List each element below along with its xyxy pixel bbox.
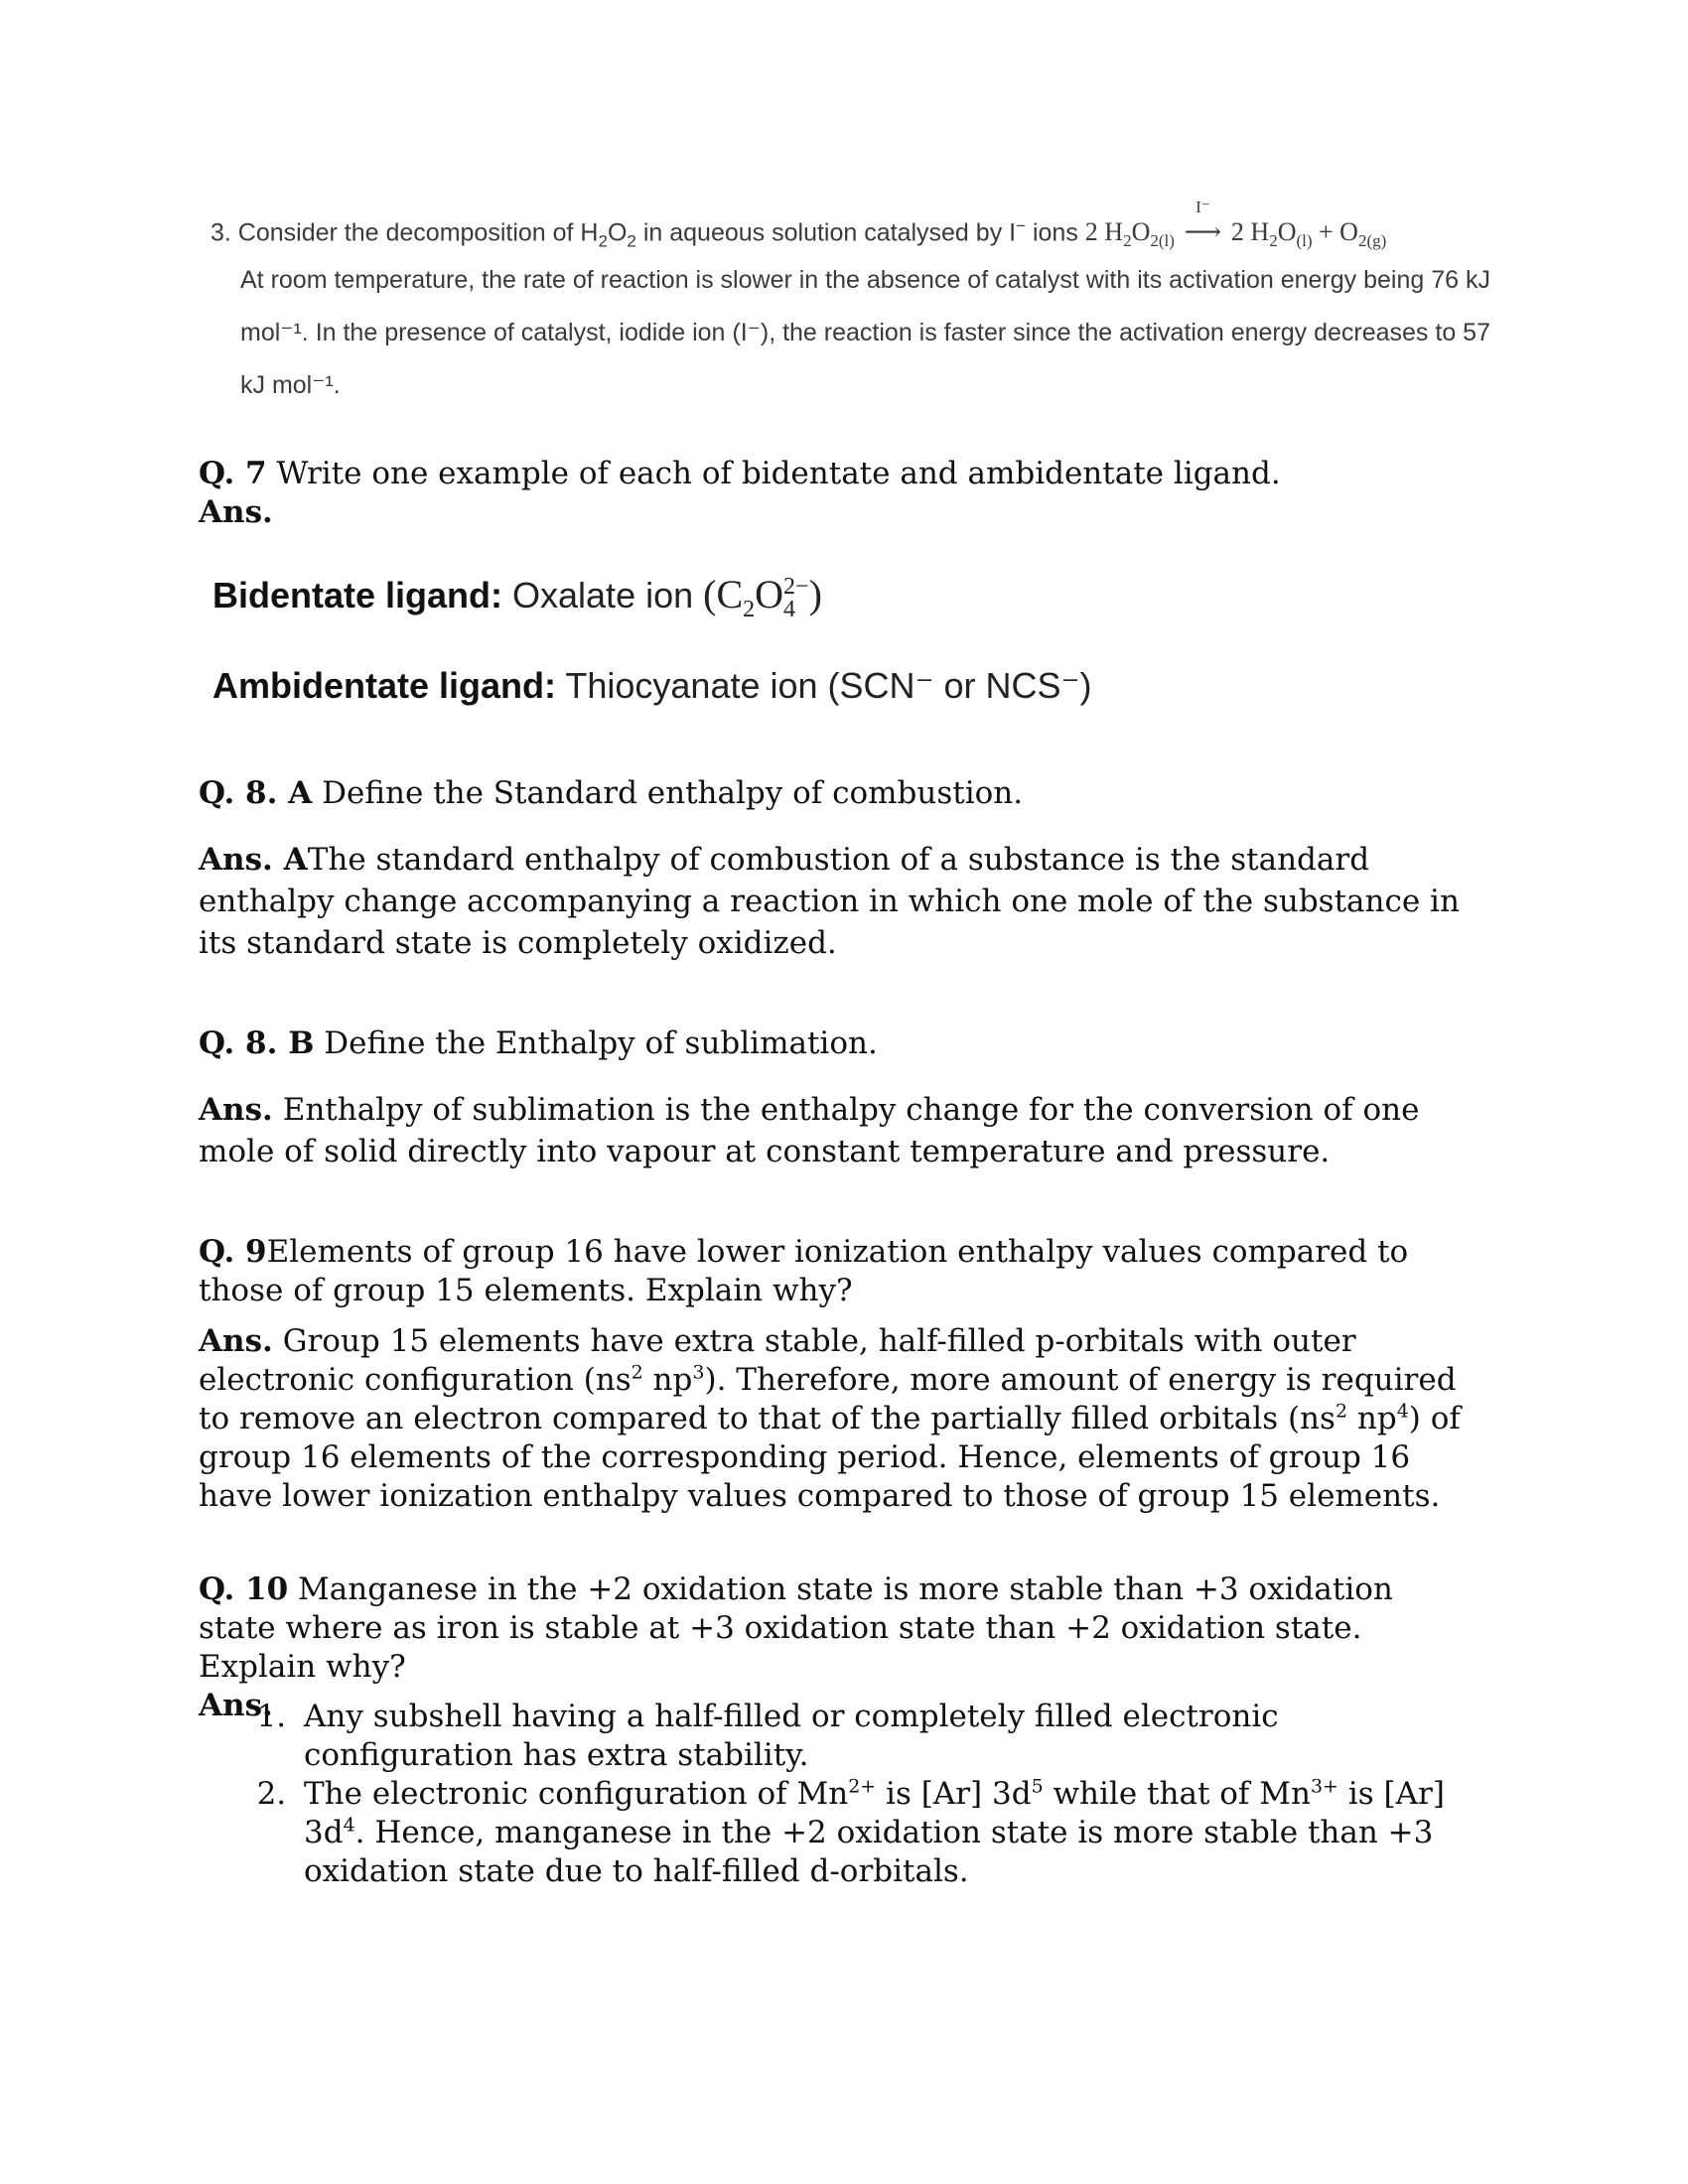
item-3-line-2: At room temperature, the rate of reaction is slower in the absence of catalyst with its activation energy being 76 kJ <box>240 266 1490 294</box>
answer-8a <box>199 839 1499 964</box>
question-text: Elements of group 16 have lower ionization enthalpy values compared to those of group 15 elements. Explain why? <box>199 1234 1409 1308</box>
answer-8b <box>199 1089 1489 1172</box>
question-8a <box>199 774 1509 813</box>
question-label: Q. 9 <box>199 1234 267 1270</box>
ambidentate-value: Thiocyanate ion (SCN⁻ or NCS⁻) <box>556 665 1092 706</box>
catalyst-label: I⁻ <box>1196 198 1210 217</box>
question-text: Define the Enthalpy of sublimation. <box>314 1025 878 1061</box>
decomposition-equation: 2 $H_2O_{2(l)}$ I⁻ ⟶ 2 $H_2O_{(l)} + O_{2(g)}$ <box>1084 198 1387 251</box>
question-text: Define the Standard enthalpy of combustion. <box>312 775 1024 811</box>
ambidentate-ligand-line <box>212 665 1092 707</box>
question-text: Manganese in the +2 oxidation state is more stable than +3 oxidation state where as iron is stable at +3 oxidation state than +2 oxidation state. Explain why? <box>199 1571 1393 1685</box>
ambidentate-label: Ambidentate ligand: <box>212 665 557 706</box>
item-3-line-1: 3. Consider the decomposition of $H_2O_2$ in aqueous solution catalysed by I− ions 2 $H_2O_{2(l)}$ I⁻ ⟶ 2 $H_2O_{(l)} + O_{2(g)}$ <box>211 198 1387 251</box>
question-text: Write one example of each of bidentate and ambidentate ligand. <box>266 456 1281 491</box>
item-3-line-3: mol⁻¹. In the presence of catalyst, iodide ion (I⁻), the reaction is faster since the activation energy decreases to 57 <box>240 319 1490 346</box>
answer-text: The standard enthalpy of combustion of a substance is the standard enthalpy change accompanying a reaction in which one mole of the substance in its standard state is completely oxidized. <box>199 842 1460 961</box>
answer-label: Ans. <box>199 1092 273 1128</box>
answer-label: Ans. <box>199 1323 273 1359</box>
question-7 <box>199 455 1509 532</box>
answer-label: Ans. A <box>199 842 308 878</box>
list-item: 1. Any subshell having a half-filled or completely filled electronic configuration has extra stability. <box>296 1698 1489 1775</box>
question-label: Q. 8. B <box>199 1025 315 1061</box>
answer-9: Ans. Group 15 elements have extra stable, half-filled p-orbitals with outer electronic configuration ($ns^2$ $np^3$). Therefore, more amount of energy is required to remove an electron compared to that of the partially filled orbitals ($ns^2$ $np^4$) of group 16 elements of the corresponding period. Hence, elements of group 16 have lower ionization enthalpy values compared to those of group 15 elements. <box>199 1323 1461 1514</box>
answer-text: Enthalpy of sublimation is the enthalpy change for the conversion of one mole of solid directly into vapour at constant temperature and pressure. <box>199 1092 1420 1169</box>
answer-points <box>199 1698 1489 1891</box>
bidentate-label: Bidentate ligand: <box>212 575 503 615</box>
question-label: Q. 8. A <box>199 775 313 811</box>
item-3-line-4: kJ mol⁻¹. <box>240 371 341 399</box>
list-item: 2. The electronic configuration of $Mn^{2+}$ is [Ar] $3d^5$ while that of $Mn^{3+}$ is [Ar] $3d^4$. Hence, manganese in the +2 oxidation state is more stable than +3 oxidation state due to half-filled d-orbitals. <box>296 1775 1489 1891</box>
question-label: Q. 7 <box>199 456 267 491</box>
catalyst-arrow: I⁻ ⟶ <box>1181 217 1224 247</box>
bidentate-value: Oxalate ion <box>502 575 704 615</box>
oxalate-formula: $(C_2O_4^{2-})$ <box>703 572 822 622</box>
answer-10-list <box>199 1698 1489 1891</box>
bidentate-ligand-line <box>212 571 822 623</box>
question-label: Q. 10 <box>199 1571 289 1607</box>
answer-label: Ans. <box>199 494 273 530</box>
answer-label: Ans. <box>199 1688 273 1723</box>
question-8b <box>199 1024 1509 1063</box>
question-9 <box>199 1233 1430 1310</box>
